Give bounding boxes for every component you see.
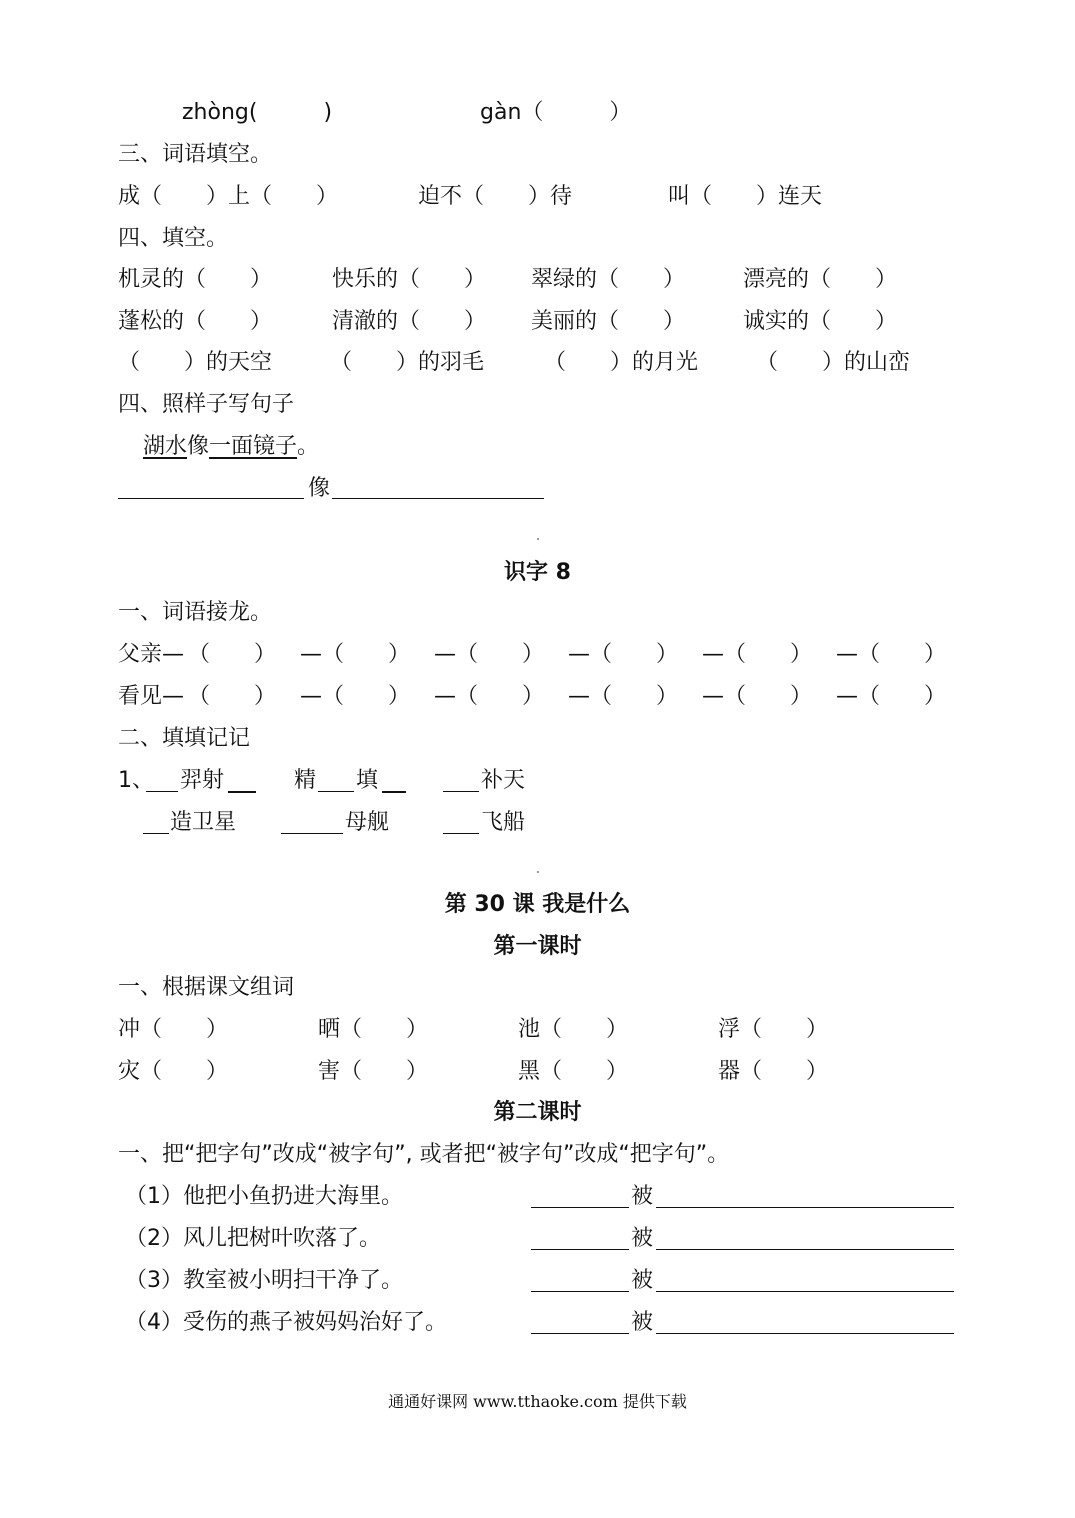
idiom-part: 精 — [294, 768, 317, 793]
word-fill-item: 叫（ ）连天 — [668, 184, 823, 209]
word-build-item: 灾（ ） — [118, 1059, 229, 1084]
bei-char: 被 — [631, 1184, 654, 1209]
word-build-item: 浮（ ） — [718, 1017, 829, 1042]
answer-blank — [531, 1333, 629, 1334]
chain-item: —（ ） — [434, 642, 545, 667]
chain-item: —（ ） — [300, 684, 411, 709]
fill-item: （ ）的天空 — [118, 350, 273, 375]
footer-text: 通通好课网 www.tthaoke.com 提供下载 — [388, 1392, 687, 1411]
chain-item: （ ） — [188, 642, 277, 667]
term-part: 母舰 — [345, 810, 390, 835]
word-fill-item: 迫不（ ）待 — [418, 184, 573, 209]
answer-blank — [281, 833, 343, 834]
chain-start: 看见— — [118, 684, 185, 709]
section-heading-write-sentence: 四、照样子写句子 — [118, 392, 295, 417]
chain-item: —（ ） — [702, 642, 813, 667]
chain-item: —（ ） — [434, 684, 545, 709]
chain-item: —（ ） — [702, 684, 813, 709]
word-build-item: 池（ ） — [518, 1017, 629, 1042]
fill-item: 翠绿的（ ） — [531, 267, 686, 292]
answer-blank — [443, 791, 479, 792]
transform-sentence: （1）他把小鱼扔进大海里。 — [125, 1184, 403, 1209]
lesson-title-30: 第 30 课 我是什么 — [444, 892, 631, 917]
idiom-part: 填 — [356, 768, 379, 793]
term-part: 飞船 — [481, 810, 526, 835]
word-build-item: 晒（ ） — [318, 1017, 429, 1042]
chain-start: 父亲— — [118, 642, 185, 667]
answer-blank — [656, 1291, 954, 1292]
fill-item: （ ）的山峦 — [756, 350, 911, 375]
chain-item: —（ ） — [836, 684, 947, 709]
chain-item: —（ ） — [836, 642, 947, 667]
idiom-part: 羿射 — [180, 768, 225, 793]
example-verb: 像 — [187, 434, 210, 459]
section-heading-word-build: 一、根据课文组词 — [118, 975, 295, 1000]
section-heading-sentence-transform: 一、把“把字句”改成“被字句”, 或者把“被字句”改成“把字句”。 — [118, 1142, 730, 1167]
section-heading-word-fill: 三、词语填空。 — [118, 142, 273, 167]
section-heading-fill: 四、填空。 — [118, 226, 229, 251]
example-sentence — [143, 432, 319, 462]
transform-sentence: （2）风儿把树叶吹落了。 — [125, 1226, 381, 1251]
word-build-item: 器（ ） — [718, 1059, 829, 1084]
fill-item: 机灵的（ ） — [118, 267, 273, 292]
transform-sentence: （3）教室被小明扫干净了。 — [125, 1268, 403, 1293]
chain-item: （ ） — [188, 684, 277, 709]
fill-item: 美丽的（ ） — [531, 309, 686, 334]
write-verb: 像 — [308, 476, 331, 501]
fill-item: 清澈的（ ） — [332, 309, 487, 334]
example-object: 一面镜子 — [209, 434, 298, 459]
idiom-part: 补天 — [481, 768, 526, 793]
section-heading-fill-remember: 二、填填记记 — [118, 726, 251, 751]
answer-blank — [656, 1249, 954, 1250]
fill-item: 蓬松的（ ） — [118, 309, 273, 334]
example-subject: 湖水 — [143, 434, 188, 459]
word-build-item: 害（ ） — [318, 1059, 429, 1084]
section-heading-word-chain: 一、词语接龙。 — [118, 600, 273, 625]
fill-item: 漂亮的（ ） — [743, 267, 898, 292]
answer-blank — [531, 1249, 629, 1250]
answer-blank — [382, 791, 406, 793]
page-dot — [537, 871, 539, 873]
chain-item: —（ ） — [568, 684, 679, 709]
answer-blank — [332, 498, 544, 499]
answer-blank — [531, 1291, 629, 1292]
bei-char: 被 — [631, 1226, 654, 1251]
answer-blank — [443, 833, 479, 834]
answer-blank — [146, 791, 178, 792]
answer-blank — [118, 498, 304, 499]
lesson-title-literacy-8: 识字 8 — [504, 560, 571, 585]
answer-blank — [656, 1333, 954, 1334]
term-part: 造卫星 — [170, 810, 237, 835]
fill-item: 快乐的（ ） — [332, 267, 487, 292]
pinyin-gan: gàn（ ） — [480, 100, 632, 125]
period-title-1: 第一课时 — [493, 934, 582, 959]
word-build-item: 黑（ ） — [518, 1059, 629, 1084]
bei-char: 被 — [631, 1310, 654, 1335]
fill-item: （ ）的羽毛 — [330, 350, 485, 375]
example-punct: 。 — [297, 434, 320, 459]
pinyin-zhong: zhòng( ) — [182, 100, 333, 125]
fill-item: 诚实的（ ） — [743, 309, 898, 334]
answer-blank — [531, 1207, 629, 1208]
period-title-2: 第二课时 — [493, 1100, 582, 1125]
fill-item: （ ）的月光 — [544, 350, 699, 375]
transform-sentence: （4）受伤的燕子被妈妈治好了。 — [125, 1310, 447, 1335]
item-number: 1、 — [118, 768, 154, 793]
answer-blank — [656, 1207, 954, 1208]
chain-item: —（ ） — [300, 642, 411, 667]
answer-blank — [228, 791, 256, 793]
chain-item: —（ ） — [568, 642, 679, 667]
page-dot — [537, 538, 539, 540]
word-fill-item: 成（ ）上（ ） — [118, 184, 339, 209]
word-build-item: 冲（ ） — [118, 1017, 229, 1042]
answer-blank — [318, 791, 354, 792]
answer-blank — [143, 833, 169, 834]
bei-char: 被 — [631, 1268, 654, 1293]
